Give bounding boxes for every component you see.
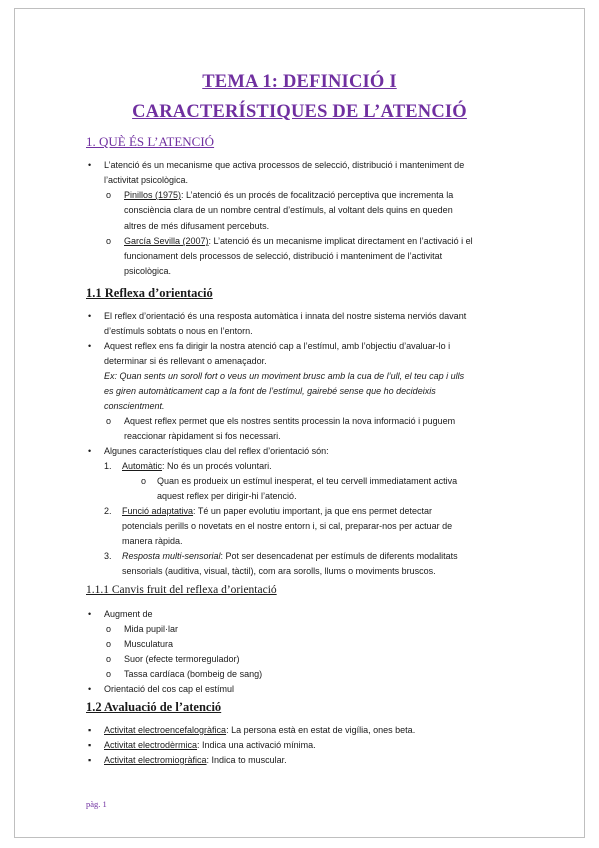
s11-b1-line2: d’estímuls sobtats o nous en l’entorn.	[104, 326, 253, 336]
s11-example-line1: Ex: Quan sents un soroll fort o veus un moviment brusc amb la cua de l’ull, el teu cap i ulls	[104, 371, 465, 381]
number-2: 2.	[104, 506, 112, 516]
bullet: •	[88, 609, 92, 619]
s11-b1-line1: El reflex d’orientació és una resposta automàtica i innata del nostre sistema nerviós davant	[104, 311, 467, 321]
s11-b2-line1: Aquest reflex ens fa dirigir la nostra atenció cap a l’estímul, amb l’objectiu d’avaluar-lo i	[104, 341, 451, 351]
s11-sub-line1: Aquest reflex permet que els nostres sentits processin la nova informació i puguem	[124, 416, 456, 426]
number-3: 3.	[104, 551, 112, 561]
s11-example-line3: conscientment.	[104, 401, 165, 411]
circle-bullet: o	[106, 190, 112, 200]
circle-bullet: o	[106, 624, 112, 634]
square-bullet: ▪	[88, 725, 92, 735]
s11-n3-line2: sensorials (auditiva, visual, tàctil), com ara sorolls, llums o moviments bruscos.	[122, 566, 436, 576]
s12-item-3: Activitat electromiogràfica: Indica to muscular.	[104, 755, 287, 765]
title-line-1: TEMA 1: DEFINICIÓ I	[202, 72, 397, 92]
s1-sub2-line2: funcionament dels processos de selecció, distribució i manteniment de l’activitat	[124, 251, 443, 261]
circle-bullet: o	[141, 476, 147, 486]
circle-bullet: o	[106, 639, 112, 649]
bullet: •	[88, 684, 92, 694]
s11-n2-line3: manera ràpida.	[122, 536, 183, 546]
square-bullet: ▪	[88, 755, 92, 765]
page-number: pàg. 1	[86, 799, 107, 809]
s1-sub1-line2: consciència clara de un nombre central d’estímuls, al voltant dels quins en queden	[124, 205, 453, 215]
s1-sub2-line3: psicològica.	[124, 266, 172, 276]
circle-bullet: o	[106, 654, 112, 664]
bullet: •	[88, 446, 92, 456]
title-line-2: CARACTERÍSTIQUES DE L’ATENCIÓ	[132, 102, 467, 122]
s11-b2-line2: determinar si és rellevant o amenaçador.	[104, 356, 267, 366]
circle-bullet: o	[106, 669, 112, 679]
s111-b1: Augment de	[104, 609, 153, 619]
s111-item-2: Musculatura	[124, 639, 174, 649]
s12-item-2: Activitat electrodèrmica: Indica una activació mínima.	[104, 740, 316, 750]
s12-item-1: Activitat electroencefalogràfica: La persona està en estat de vigília, ones beta.	[104, 725, 416, 735]
circle-bullet: o	[106, 236, 112, 246]
s111-item-3: Suor (efecte termoregulador)	[124, 654, 240, 664]
s1-sub1-line1: Pinillos (1975): L’atenció és un procés de focalització perceptiva que incrementa la	[124, 190, 454, 200]
s11-n1-sub-line2: aquest reflex per dirigir-hi l’atenció.	[157, 491, 297, 501]
number-1: 1.	[104, 461, 112, 471]
s11-n3-line1: Resposta multi-sensorial: Pot ser desencadenat per estímuls de diferents modalitats	[122, 551, 458, 561]
s111-item-1: Mida pupil·lar	[124, 624, 179, 634]
s111-b2: Orientació del cos cap el estímul	[104, 684, 235, 694]
s1-sub2-line1: García Sevilla (2007): L’atenció és un mecanisme implicat directament en l’activació i el	[124, 236, 473, 246]
s11-n2-line2: potencials perills o novetats en el nostre entorn i, si cal, preparar-nos per actuar de	[122, 521, 453, 531]
bullet: •	[88, 311, 92, 321]
s111-item-4: Tassa cardíaca (bombeig de sang)	[124, 669, 263, 679]
section-1-2-heading: 1.2 Avaluació de l’atenció	[86, 700, 222, 714]
s11-n1-sub-line1: Quan es produeix un estímul inesperat, el teu cervell immediatament activa	[157, 476, 458, 486]
section-1-heading: 1. QUÈ ÉS L’ATENCIÓ	[86, 134, 215, 149]
section-1-1-heading: 1.1 Reflexa d’orientació	[86, 286, 213, 300]
square-bullet: ▪	[88, 740, 92, 750]
s11-n1: Automàtic: No és un procés voluntari.	[122, 461, 272, 471]
s11-n2-line1: Funció adaptativa: Té un paper evolutiu important, ja que ens permet detectar	[122, 506, 433, 516]
s11-b3: Algunes característiques clau del reflex d’orientació són:	[104, 446, 329, 456]
section-1-1-1-heading: 1.1.1 Canvis fruit del reflexa d’orientació	[86, 584, 277, 596]
s1-b1-line2: l’activitat psicològica.	[104, 175, 189, 185]
bullet: •	[88, 160, 92, 170]
s1-sub1-line3: altres de més difusament percebuts.	[124, 221, 270, 231]
s11-sub-line2: reaccionar ràpidament si fos necessari.	[124, 431, 281, 441]
bullet: •	[88, 341, 92, 351]
circle-bullet: o	[106, 416, 112, 426]
s11-example-line2: es giren automàticament cap a la font de l’estímul, gairebé sense que ho decideixis	[104, 386, 436, 396]
s1-b1-line1: L’atenció és un mecanisme que activa processos de selecció, distribució i manteniment de	[104, 160, 465, 170]
